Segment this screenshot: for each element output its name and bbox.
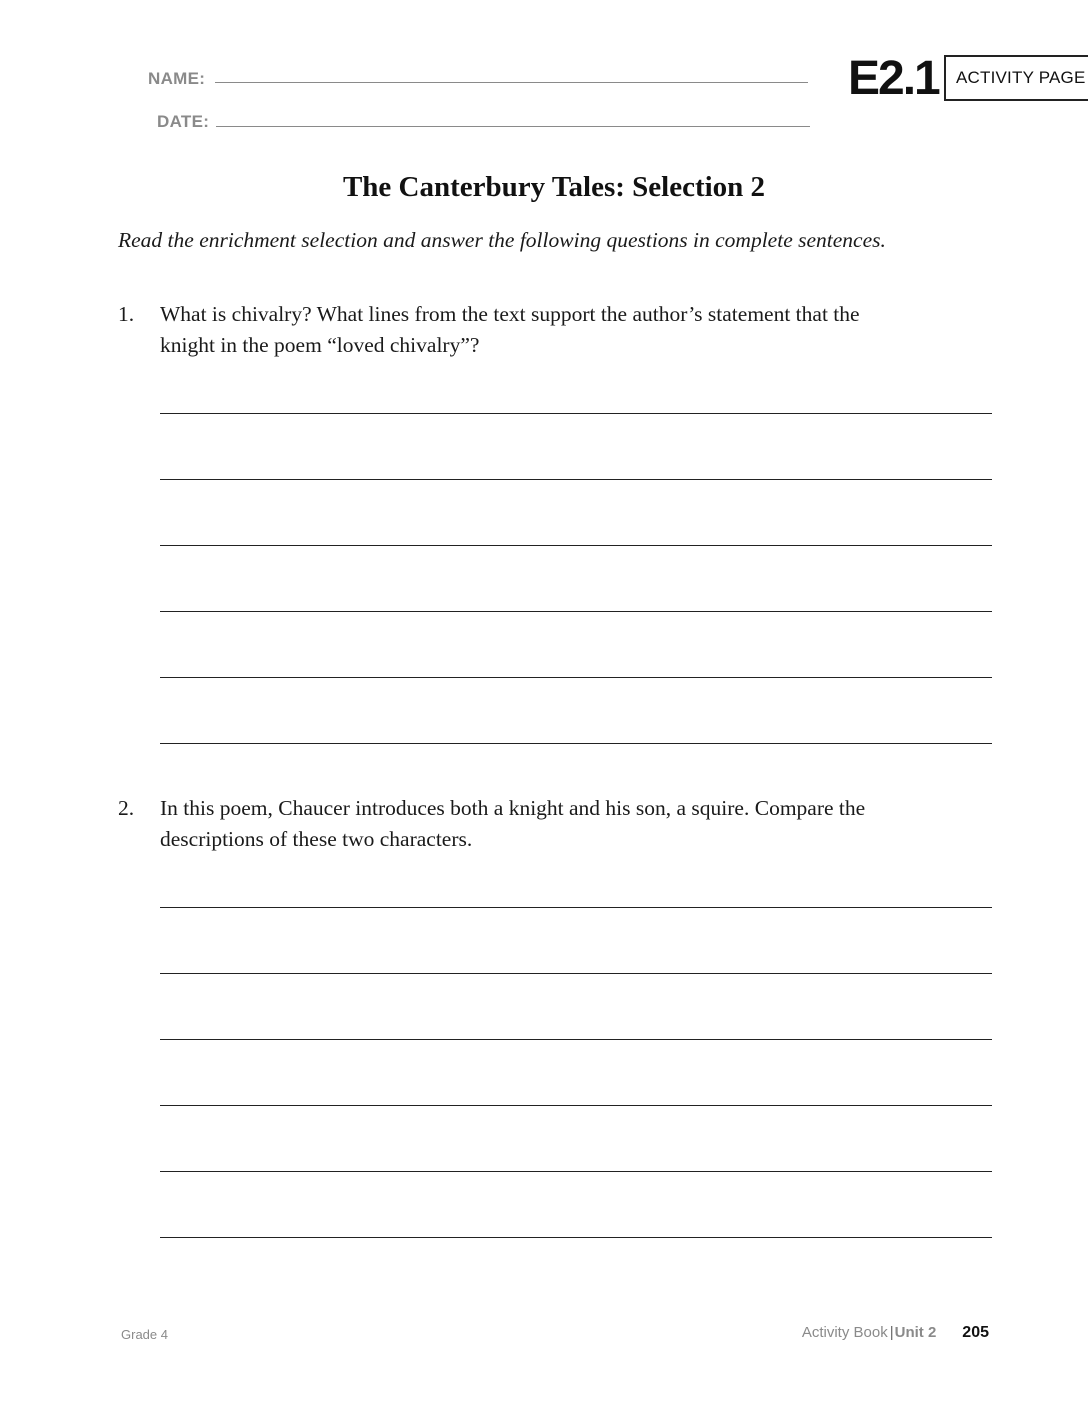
footer-grade: Grade 4 xyxy=(121,1327,168,1342)
question-1-number: 1. xyxy=(118,302,135,326)
question-1-text xyxy=(160,299,860,361)
name-field[interactable] xyxy=(215,82,808,83)
question-2-line-2: descriptions of these two characters. xyxy=(160,827,473,851)
name-label: NAME: xyxy=(148,69,206,88)
question-1-line-2: knight in the poem “loved chivalry”? xyxy=(160,333,480,357)
activity-page-label: ACTIVITY PAGE xyxy=(956,68,1086,87)
footer-unit: Unit 2 xyxy=(894,1324,937,1341)
answer-line-q1-1[interactable] xyxy=(160,413,992,414)
answer-line-q1-3[interactable] xyxy=(160,545,992,546)
date-field[interactable] xyxy=(216,126,810,127)
page-number: 205 xyxy=(962,1324,989,1341)
answer-line-q2-4[interactable] xyxy=(160,1105,992,1106)
answer-line-q2-6[interactable] xyxy=(160,1237,992,1238)
footer-separator: | xyxy=(889,1324,894,1341)
answer-line-q1-5[interactable] xyxy=(160,677,992,678)
answer-line-q2-2[interactable] xyxy=(160,973,992,974)
question-2-number: 2. xyxy=(118,796,135,820)
instructions: Read the enrichment selection and answer the following questions in complete sentences. xyxy=(118,228,886,252)
answer-line-q2-3[interactable] xyxy=(160,1039,992,1040)
activity-page-badge xyxy=(944,55,1088,101)
question-2-line-1: In this poem, Chaucer introduces both a knight and his son, a squire. Compare the xyxy=(160,796,866,820)
footer-book: Activity Book xyxy=(801,1324,888,1341)
footer-book-info xyxy=(802,1324,989,1342)
question-2-text xyxy=(160,793,865,855)
answer-line-q1-2[interactable] xyxy=(160,479,992,480)
answer-line-q2-5[interactable] xyxy=(160,1171,992,1172)
answer-line-q2-1[interactable] xyxy=(160,907,992,908)
date-label: DATE: xyxy=(157,112,210,131)
question-1-line-1: What is chivalry? What lines from the text support the author’s statement that the xyxy=(160,302,860,326)
answer-line-q1-6[interactable] xyxy=(160,743,992,744)
activity-code: E2.1 xyxy=(848,52,939,105)
page-title: The Canterbury Tales: Selection 2 xyxy=(342,171,766,203)
answer-line-q1-4[interactable] xyxy=(160,611,992,612)
